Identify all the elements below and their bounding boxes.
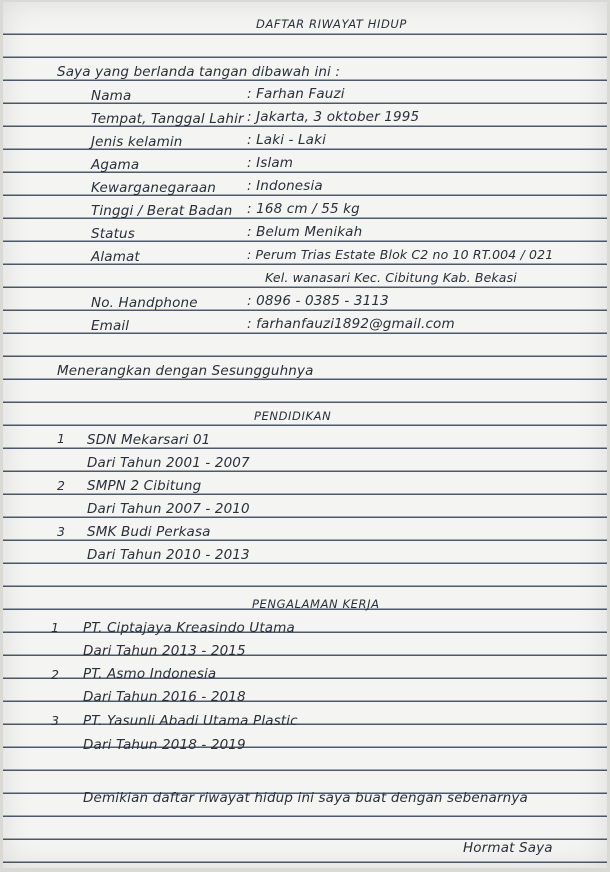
- statement-text: Menerangkan dengan Sesungguhnya: [57, 363, 314, 379]
- work-heading: PENGALAMAN KERJA: [252, 597, 380, 611]
- education-item-years: Dari Tahun 2010 - 2013: [87, 547, 250, 563]
- field-label-tinggi-berat: Tinggi / Berat Badan: [91, 203, 233, 219]
- education-item-name: SMK Budi Perkasa: [87, 524, 211, 540]
- field-label-status: Status: [91, 226, 135, 242]
- work-item-number: 3: [51, 713, 60, 728]
- field-label-nama: Nama: [91, 88, 132, 104]
- field-label-alamat: Alamat: [91, 249, 140, 265]
- work-item-name: PT. Ciptajaya Kreasindo Utama: [83, 620, 295, 636]
- signature-text: Hormat Saya: [463, 840, 553, 856]
- field-value-status: : Belum Menikah: [247, 224, 363, 240]
- lined-paper: [3, 2, 607, 868]
- education-item-years: Dari Tahun 2007 - 2010: [87, 501, 250, 517]
- field-label-agama: Agama: [91, 157, 140, 173]
- education-item-years: Dari Tahun 2001 - 2007: [87, 455, 250, 471]
- field-label-ttl: Tempat, Tanggal Lahir: [91, 111, 244, 127]
- field-value-handphone: : 0896 - 0385 - 3113: [247, 293, 389, 309]
- field-value-agama: : Islam: [247, 155, 294, 171]
- field-value-ttl: : Jakarta, 3 oktober 1995: [247, 109, 420, 125]
- field-label-email: Email: [91, 318, 130, 334]
- education-item-name: SMPN 2 Cibitung: [87, 478, 202, 494]
- education-item-number: 2: [57, 478, 66, 493]
- work-item-name: PT. Yasunli Abadi Utama Plastic: [83, 713, 298, 729]
- work-item-number: 1: [51, 620, 60, 635]
- education-item-number: 3: [57, 524, 66, 539]
- education-heading: PENDIDIKAN: [254, 409, 332, 423]
- field-value-tinggi-berat: : 168 cm / 55 kg: [247, 201, 360, 217]
- education-item-number: 1: [57, 431, 66, 446]
- field-label-kewarganegaraan: Kewarganegaraan: [91, 180, 216, 196]
- work-item-name: PT. Asmo Indonesia: [83, 666, 217, 682]
- intro-text: Saya yang berlanda tangan dibawah ini :: [57, 64, 341, 80]
- work-item-years: Dari Tahun 2018 - 2019: [83, 737, 246, 753]
- field-value-nama: : Farhan Fauzi: [247, 86, 345, 102]
- field-value-jenis-kelamin: : Laki - Laki: [247, 132, 326, 148]
- field-value-email: : farhanfauzi1892@gmail.com: [247, 316, 455, 332]
- field-label-handphone: No. Handphone: [91, 295, 198, 311]
- closing-text: Demikian daftar riwayat hidup ini saya buat dengan sebenarnya: [83, 790, 528, 806]
- field-value-alamat: : Perum Trias Estate Blok C2 no 10 RT.004 / 021: [247, 247, 554, 262]
- field-label-jenis-kelamin: Jenis kelamin: [91, 134, 183, 150]
- document-title: DAFTAR RIWAYAT HIDUP: [256, 17, 407, 31]
- field-value-alamat-line2: Kel. wanasari Kec. Cibitung Kab. Bekasi: [265, 270, 517, 285]
- work-item-years: Dari Tahun 2016 - 2018: [83, 689, 246, 705]
- education-item-name: SDN Mekarsari 01: [87, 432, 211, 448]
- work-item-years: Dari Tahun 2013 - 2015: [83, 643, 246, 659]
- field-value-kewarganegaraan: : Indonesia: [247, 178, 323, 194]
- work-item-number: 2: [51, 667, 60, 682]
